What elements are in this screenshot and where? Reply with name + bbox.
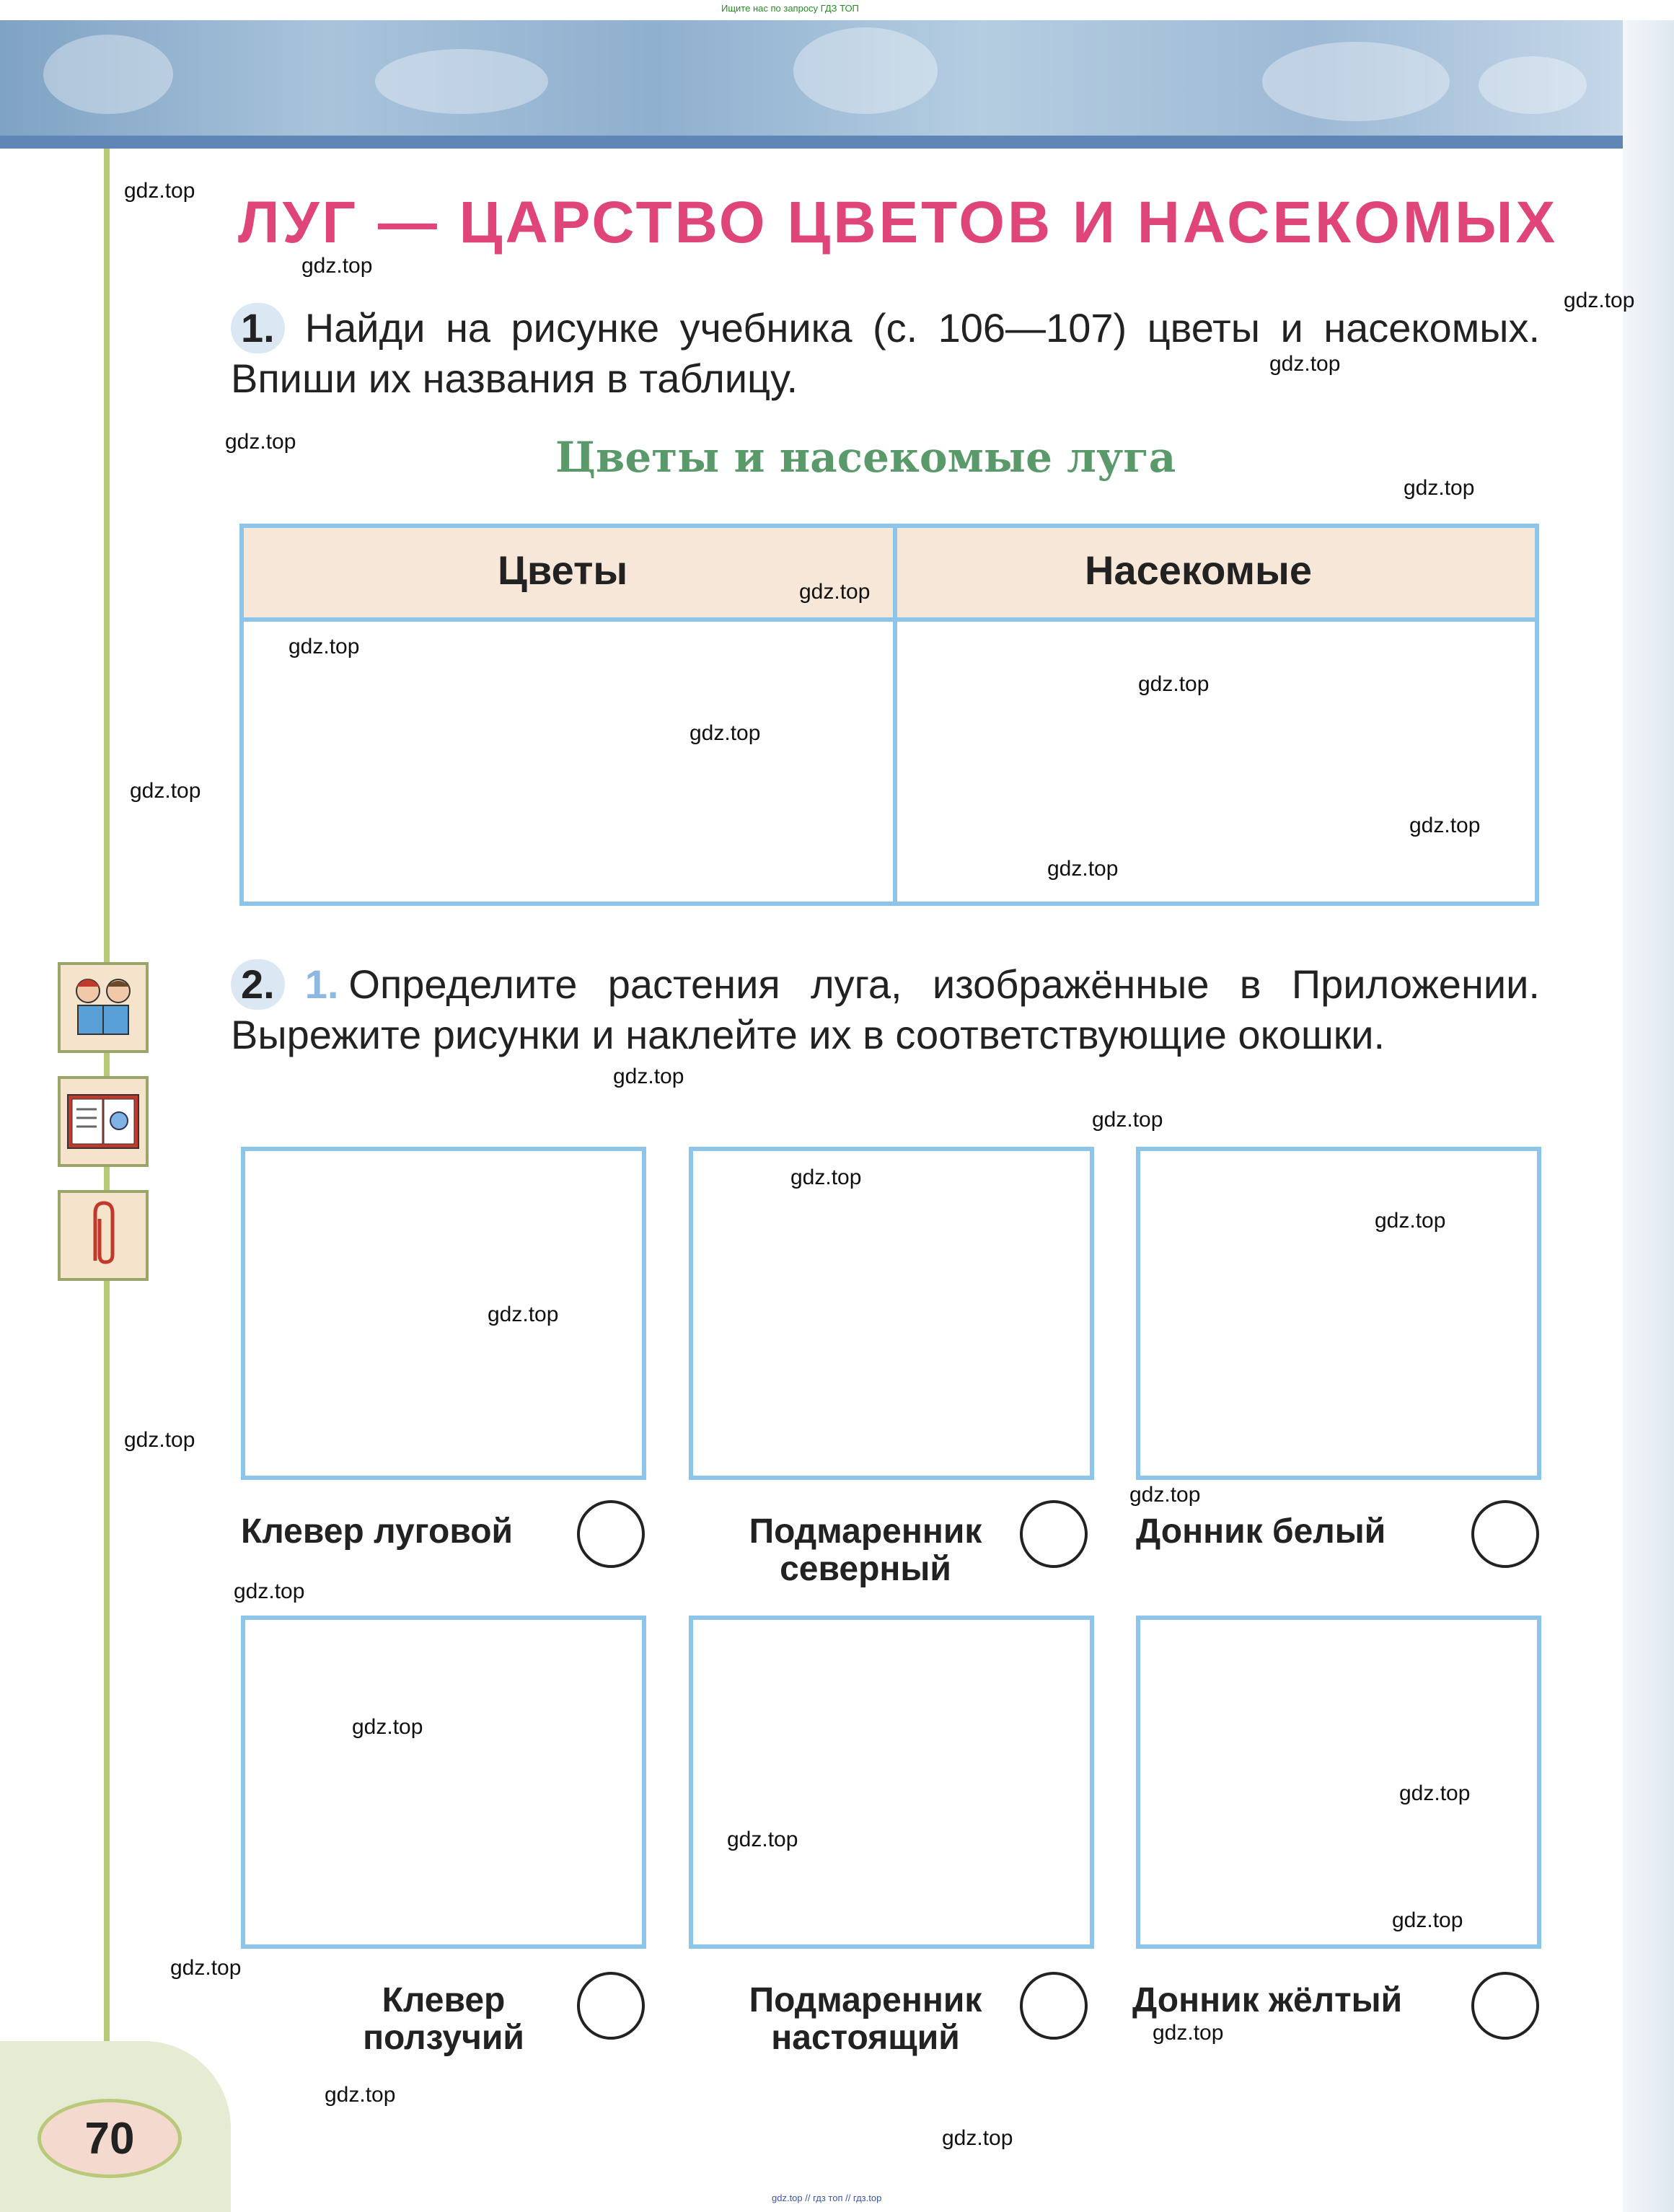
insects-answer-cell[interactable] <box>897 622 1535 902</box>
label-clover-creeping: Клевер ползучий <box>363 1981 524 2057</box>
children-reading-icon <box>58 962 149 1053</box>
watermark: gdz.top <box>1399 1781 1471 1805</box>
page-title: ЛУГ — ЦАРСТВО ЦВЕТОВ И НАСЕКОМЫХ <box>238 190 1559 255</box>
watermark: gdz.top <box>1392 1908 1463 1932</box>
watermark: gdz.top <box>124 179 195 203</box>
watermark: gdz.top <box>301 254 373 278</box>
watermark: gdz.top <box>613 1065 684 1088</box>
watermark: gdz.top <box>225 430 296 454</box>
sticker-box-5[interactable] <box>689 1616 1094 1949</box>
flowers-answer-cell[interactable] <box>244 622 893 902</box>
paperclip-icon <box>58 1190 149 1281</box>
task2-text <box>231 959 1540 1060</box>
watermark: gdz.top <box>1404 476 1475 500</box>
top-note: Ищите нас по запросу ГДЗ ТОП <box>721 3 859 14</box>
watermark: gdz.top <box>799 580 871 604</box>
watermark: gdz.top <box>1092 1108 1163 1132</box>
watermark: gdz.top <box>1047 857 1119 881</box>
answer-circle-1[interactable] <box>577 1500 645 1568</box>
task1-instruction: Найди на рисунке учебника (с. 106—107) цветы и насекомых. Впиши их названия в таблицу. <box>231 305 1540 401</box>
table-header <box>244 528 1535 622</box>
watermark: gdz.top <box>727 1828 798 1851</box>
task2-number: 2. <box>231 959 285 1010</box>
watermark: gdz.top <box>942 2126 1013 2150</box>
watermark: gdz.top <box>1375 1209 1446 1233</box>
watermark: gdz.top <box>690 721 761 745</box>
task1-number: 1. <box>231 303 285 353</box>
watermark: gdz.top <box>488 1303 559 1326</box>
task2-subnumber: 1. <box>304 961 339 1007</box>
table-title: Цветы и насекомые луга <box>555 433 1176 482</box>
task2-instruction: Определите растения луга, изображённые в Приложении. Вырежите рисунки и наклейте их в соответствующие окошки. <box>231 961 1540 1057</box>
label-clover-meadow: Клевер луговой <box>241 1512 514 1551</box>
label-bedstraw-true: Подмаренник настоящий <box>749 1981 982 2057</box>
answer-circle-4[interactable] <box>577 1972 645 2040</box>
banner-stripe <box>0 136 1637 149</box>
watermark: gdz.top <box>325 2083 396 2107</box>
watermark: gdz.top <box>1269 352 1341 376</box>
sticker-box-4[interactable] <box>241 1616 646 1949</box>
sticker-box-3[interactable] <box>1136 1147 1541 1480</box>
watermark: gdz.top <box>124 1428 195 1452</box>
open-book-icon <box>58 1076 149 1167</box>
watermark: gdz.top <box>234 1579 305 1603</box>
answer-circle-3[interactable] <box>1471 1500 1539 1568</box>
column-header-insects: Насекомые <box>1085 547 1313 593</box>
header-banner <box>0 20 1637 136</box>
bottom-note: gdz.top // гдз топ // гдз.top <box>772 2193 882 2203</box>
column-header-flowers: Цветы <box>498 547 628 593</box>
watermark: gdz.top <box>1129 1483 1201 1507</box>
sticker-box-2[interactable] <box>689 1147 1094 1480</box>
watermark: gdz.top <box>170 1956 242 1980</box>
answer-circle-6[interactable] <box>1471 1972 1539 2040</box>
watermark: gdz.top <box>130 779 201 803</box>
label-sweetclover-yellow: Донник жёлтый <box>1132 1981 1403 2019</box>
watermark: gdz.top <box>1153 2021 1224 2045</box>
page-number: 70 <box>38 2099 182 2178</box>
watermark: gdz.top <box>1138 672 1210 696</box>
watermark: gdz.top <box>790 1166 862 1189</box>
label-bedstraw-northern: Подмаренник северный <box>749 1512 982 1588</box>
answer-circle-5[interactable] <box>1020 1972 1088 2040</box>
watermark: gdz.top <box>1564 288 1635 312</box>
watermark: gdz.top <box>352 1715 423 1739</box>
watermark: gdz.top <box>288 635 360 658</box>
sticker-box-6[interactable] <box>1136 1616 1541 1949</box>
watermark: gdz.top <box>1409 814 1481 837</box>
page-edge <box>1623 20 1674 2212</box>
sticker-box-1[interactable] <box>241 1147 646 1480</box>
task1-text <box>231 303 1540 404</box>
flowers-insects-table <box>239 524 1539 906</box>
label-sweetclover-white: Донник белый <box>1136 1512 1386 1551</box>
answer-circle-2[interactable] <box>1020 1500 1088 1568</box>
